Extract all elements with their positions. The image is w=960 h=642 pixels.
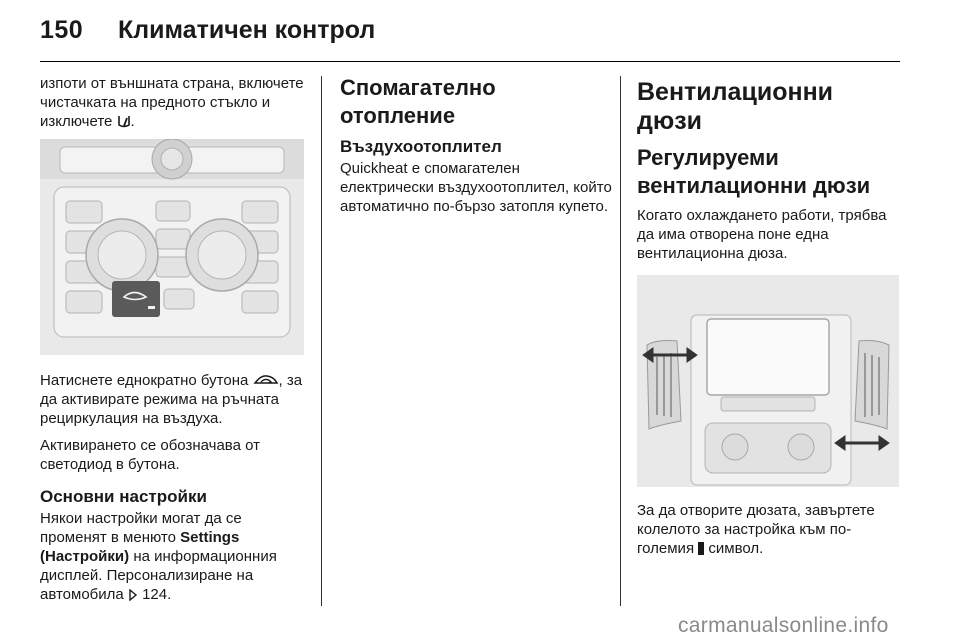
paragraph-quickheat: Quickheat е спомагателен електрически въздухоотоплител, който автоматично по-бързо затопля купето. bbox=[340, 160, 612, 215]
paragraph-led: Активирането се обозначава от светодиод в бутона. bbox=[40, 437, 260, 473]
heading-air-heater: Въздухоотоплител bbox=[340, 137, 502, 156]
page-header bbox=[0, 0, 960, 62]
air-vents-figure bbox=[637, 275, 899, 487]
vent-open-symbol-icon bbox=[698, 542, 704, 555]
watermark: carmanualsonline.info bbox=[678, 614, 889, 637]
paragraph-open-vent: За да отворите дюзата, завъртете колелото за настройка към по-големия символ. bbox=[637, 502, 875, 557]
heading-adjustable-vents: Регулируеми вентилационни дюзи bbox=[637, 145, 871, 198]
heading-air-vents: Вентилационни дюзи bbox=[637, 78, 834, 135]
settings-menu-label: Settings (Настройки) bbox=[40, 529, 240, 565]
column-divider bbox=[321, 76, 322, 606]
page-reference: 124. bbox=[142, 586, 172, 603]
paragraph-cooling: Когато охлаждането работи, трябва да има отворена поне една вентилационна дюза. bbox=[637, 207, 887, 262]
wiper-icon bbox=[117, 115, 131, 128]
column-middle bbox=[340, 74, 612, 224]
paragraph-press: Натиснете еднократно бутона , за да активирате режима на ръчната рециркулация на въздуха. bbox=[40, 372, 303, 427]
paragraph-intro: изпоти от външната страна, включете чистачката на предното стъкло и изключете . bbox=[40, 75, 304, 130]
climate-panel-figure bbox=[40, 139, 304, 355]
paragraph-settings: Някои настройки могат да се променят в менюто Settings (Настройки) на информационния дисплей. Персонализиране на автомобила 124. bbox=[40, 510, 277, 603]
column-divider bbox=[620, 76, 621, 606]
page-reference-icon bbox=[128, 589, 138, 601]
page-number: 150 bbox=[40, 16, 84, 44]
heading-auxiliary-heating: Спомагателно отопление bbox=[340, 75, 496, 128]
column-left bbox=[40, 74, 306, 612]
chapter-title: Климатичен контрол bbox=[118, 16, 376, 44]
header-rule bbox=[40, 61, 900, 62]
recirculation-icon bbox=[253, 374, 279, 387]
column-right bbox=[637, 74, 901, 566]
heading-basic-settings: Основни настройки bbox=[40, 487, 207, 506]
